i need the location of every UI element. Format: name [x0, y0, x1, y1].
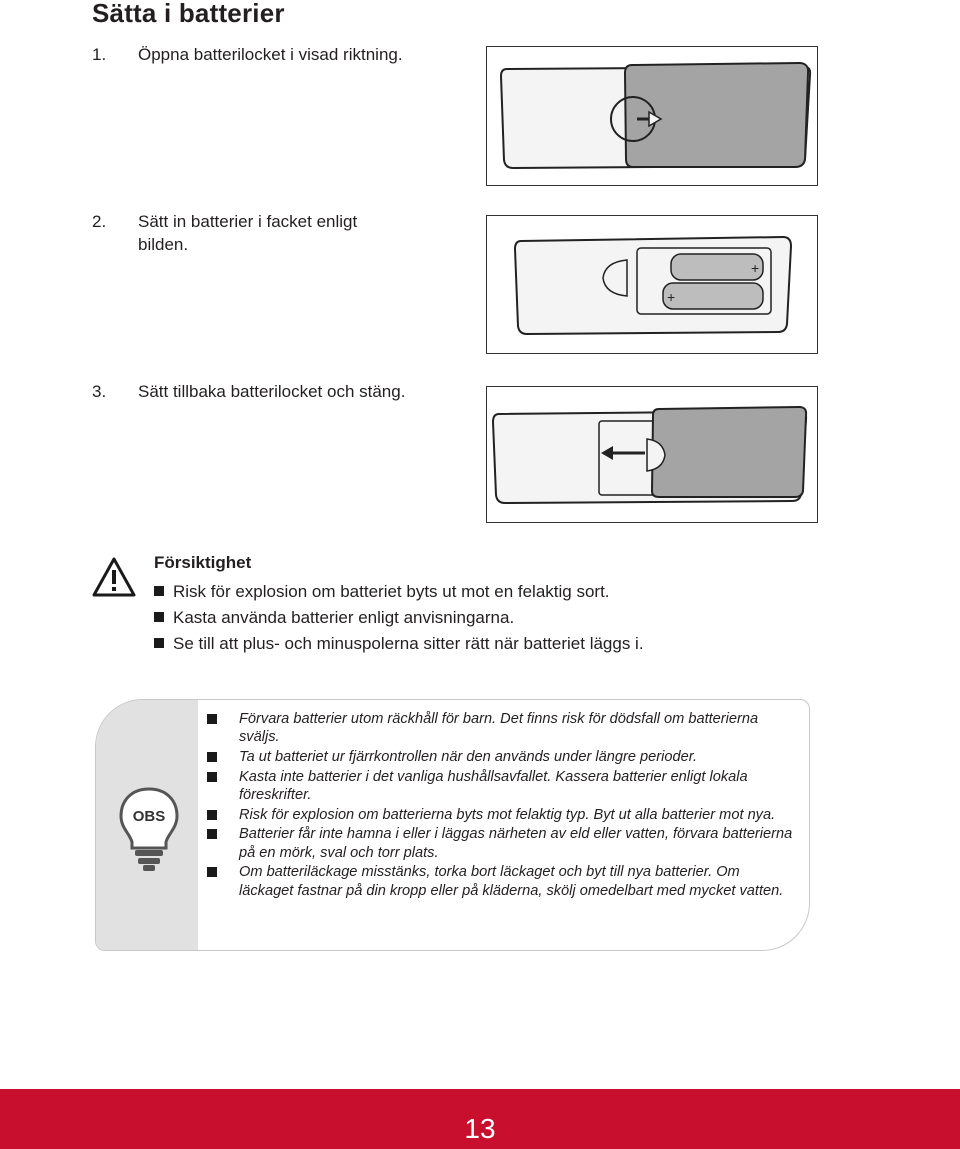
- bullet-square-icon: [207, 810, 217, 820]
- bullet-square-icon: [154, 586, 164, 596]
- step-3: [92, 380, 498, 403]
- note-text: Risk för explosion om batterierna byts mot felaktig typ. Byt ut alla batterier mot nya.: [239, 806, 776, 823]
- caution-text: Se till att plus- och minuspolerna sitter rätt när batteriet läggs i.: [173, 634, 644, 653]
- remote-batteries-image: [487, 216, 819, 355]
- bullet-square-icon: [207, 752, 217, 762]
- list-item: [154, 605, 644, 631]
- note-text: Ta ut batteriet ur fjärrkontrollen när den används under längre perioder.: [239, 749, 698, 765]
- caution-list: [154, 579, 644, 657]
- note-text: Om batteriläckage misstänks, torka bort läckaget och byt till nya batterier. Om läckaget fastnar på din kropp eller på kläderna, skölj omedelbart med mycket vatten.: [239, 864, 784, 899]
- list-item: [206, 863, 796, 900]
- list-item: [154, 631, 644, 657]
- caution-text: Risk för explosion om batteriet byts ut mot en felaktig sort.: [173, 582, 610, 601]
- page-title: Sätta i batterier: [92, 0, 285, 28]
- list-item: [206, 748, 796, 766]
- step-2: [92, 210, 408, 256]
- page-number: 13: [464, 1113, 496, 1144]
- list-item: [154, 579, 644, 605]
- step-text: Sätt tillbaka batterilocket och stäng.: [138, 382, 406, 401]
- list-item: [206, 768, 796, 805]
- lightbulb-icon: [118, 786, 180, 872]
- step-1-illustration: [486, 46, 818, 186]
- list-item: [206, 806, 796, 824]
- step-1: [92, 43, 498, 66]
- svg-text:+: +: [667, 289, 676, 305]
- caution-text: Kasta använda batterier enligt anvisningarna.: [173, 608, 515, 627]
- list-item: [206, 710, 796, 747]
- step-number: 1.: [92, 45, 107, 64]
- remote-cover-opening-image: [487, 47, 819, 187]
- bullet-square-icon: [154, 612, 164, 622]
- remote-cover-closing-image: [487, 387, 819, 524]
- note-label: OBS: [132, 808, 166, 825]
- list-item: [206, 825, 796, 862]
- step-text: Sätt in batterier i facket enligt bilden.: [138, 212, 358, 254]
- note-text: Batterier får inte hamna i eller i läggas närheten av eld eller vatten, förvara batterierna på en mörk, sval och torr plats.: [239, 826, 793, 861]
- bullet-square-icon: [207, 829, 217, 839]
- bullet-square-icon: [207, 714, 217, 724]
- step-3-illustration: [486, 386, 818, 523]
- bullet-square-icon: [207, 867, 217, 877]
- svg-text:+: +: [751, 260, 760, 276]
- note-box: [95, 699, 810, 951]
- step-2-illustration: [486, 215, 818, 354]
- bullet-square-icon: [207, 772, 217, 782]
- step-number: 2.: [92, 212, 107, 231]
- note-text: Kasta inte batterier i det vanliga hushållsavfallet. Kassera batterier enligt lokala föreskrifter.: [239, 768, 748, 803]
- step-text: Öppna batterilocket i visad riktning.: [138, 45, 403, 64]
- step-number: 3.: [92, 382, 107, 401]
- caution-title: Försiktighet: [154, 553, 252, 572]
- warning-triangle-icon: [92, 557, 136, 597]
- note-list: [206, 710, 796, 901]
- bullet-square-icon: [154, 638, 164, 648]
- note-text: Förvara batterier utom räckhåll för barn. Det finns risk för dödsfall om batterierna sväljs.: [239, 711, 759, 746]
